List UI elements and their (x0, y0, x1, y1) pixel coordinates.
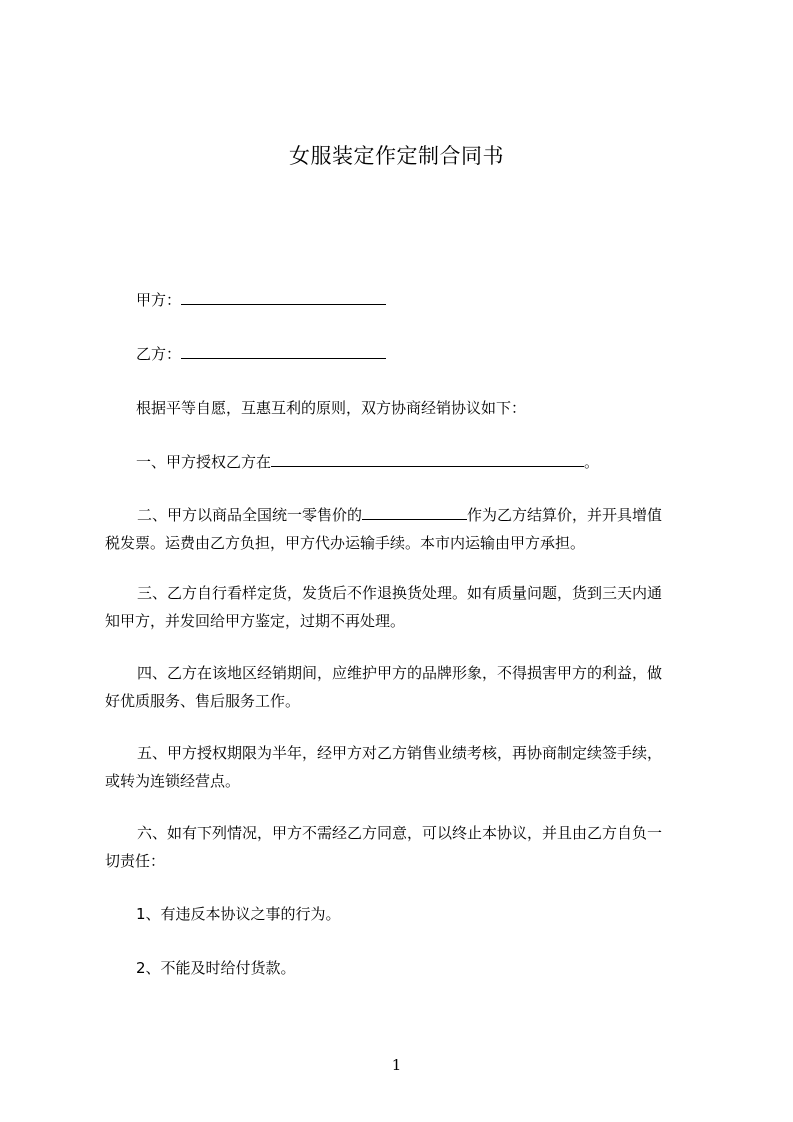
clause-2-text-a: 二、甲方以商品全国统一零售价的 (137, 506, 363, 524)
clause-1 (136, 452, 599, 472)
clause-1-text: 一、甲方授权乙方在 (136, 453, 272, 471)
party-b-label: 乙方： (136, 345, 182, 363)
clause-5-line-2: 或转为连锁经营点。 (105, 772, 241, 790)
party-a-blank[interactable] (181, 290, 386, 305)
clause-3-line-1: 三、乙方自行看样定货，发货后不作退换货处理。如有质量问题，货到三天内通 (137, 584, 663, 602)
clause-6-line-2: 切责任： (105, 852, 166, 870)
intro-text: 根据平等自愿，互惠互利的原则，双方协商经销协议如下： (136, 399, 527, 417)
party-b-blank[interactable] (181, 344, 386, 359)
clause-6 (105, 819, 702, 875)
clause-2-line-1 (105, 501, 702, 529)
clause-3-line-2: 知甲方，并发回给甲方鉴定，过期不再处理。 (105, 612, 406, 630)
clause-4-line-2: 好优质服务、售后服务工作。 (105, 692, 301, 710)
clause-3 (105, 579, 702, 635)
clause-2 (105, 501, 702, 557)
clause-2-blank[interactable] (362, 505, 467, 520)
list-item-1: 1、有违反本协议之事的行为。 (136, 905, 341, 923)
clause-1-blank[interactable] (271, 452, 584, 467)
party-a-label: 甲方： (136, 291, 182, 309)
clause-4 (105, 659, 702, 715)
document-title: 女服装定作定制合同书 (289, 144, 504, 168)
clause-4-line-1: 四、乙方在该地区经销期间，应维护甲方的品牌形象，不得损害甲方的利益，做 (137, 664, 663, 682)
clause-5 (105, 739, 702, 795)
clause-5-line-1: 五、甲方授权期限为半年，经甲方对乙方销售业绩考核，再协商制定续签手续， (137, 744, 663, 762)
clause-2-text-b: 作为乙方结算价，并开具增值 (467, 506, 663, 524)
clause-6-line-1: 六、如有下列情况，甲方不需经乙方同意，可以终止本协议，并且由乙方自负一 (137, 824, 663, 842)
page-number: 1 (391, 1056, 402, 1074)
party-a-line (136, 290, 386, 310)
clause-2-line-2: 税发票。运费由乙方负担，甲方代办运输手续。本市内运输由甲方承担。 (105, 534, 586, 552)
list-item-2: 2、不能及时给付货款。 (136, 959, 296, 977)
party-b-line (136, 344, 386, 364)
clause-1-end: 。 (584, 453, 600, 471)
